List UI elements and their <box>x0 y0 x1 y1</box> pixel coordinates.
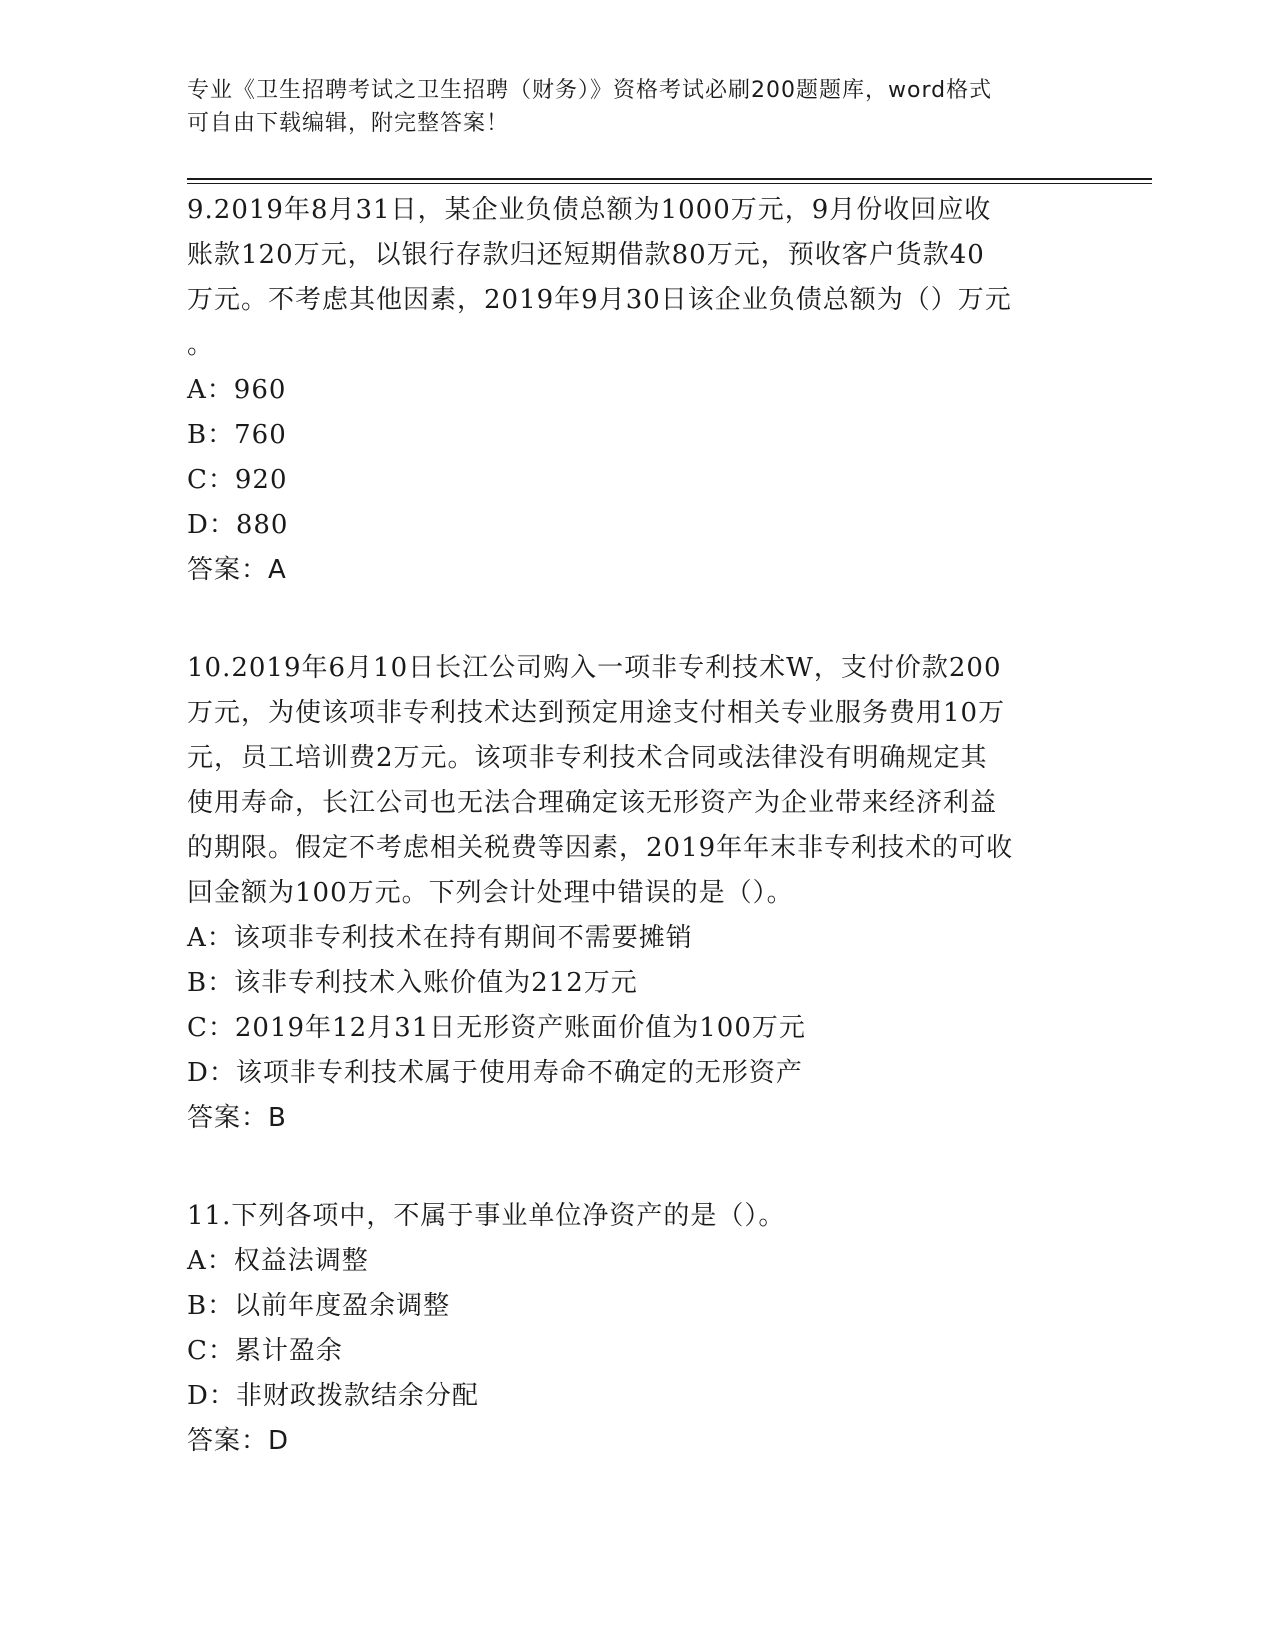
question-stem-line: 使用寿命，长江公司也无法合理确定该无形资产为企业带来经济利益 <box>187 788 998 818</box>
header-line-2: 可自由下载编辑，附完整答案！ <box>187 111 510 136</box>
document-header <box>187 74 1067 140</box>
answer-label: 答案：D <box>187 1426 290 1456</box>
question-10 <box>187 646 1087 1141</box>
question-stem-line: 9.2019年8月31日，某企业负债总额为1000万元，9月份收回应收 <box>187 195 992 225</box>
question-stem-line: 。 <box>187 330 215 360</box>
question-stem-line: 回金额为100万元。下列会计处理中错误的是（）。 <box>187 878 794 908</box>
question-11 <box>187 1194 1087 1464</box>
answer-label: 答案：A <box>187 555 287 585</box>
question-stem-line: 的期限。假定不考虑相关税费等因素，2019年年末非专利技术的可收 <box>187 833 1014 863</box>
question-stem-line: 11.下列各项中，不属于事业单位净资产的是（）。 <box>187 1201 786 1231</box>
header-line-1: 专业《卫生招聘考试之卫生招聘（财务）》资格考试必刷200题题库，word格式 <box>187 78 993 103</box>
option-d: D：该项非专利技术属于使用寿命不确定的无形资产 <box>187 1058 803 1088</box>
question-stem-line: 万元。不考虑其他因素，2019年9月30日该企业负债总额为（）万元 <box>187 285 1012 315</box>
option-b: B：以前年度盈余调整 <box>187 1291 451 1321</box>
option-c: C：累计盈余 <box>187 1336 343 1366</box>
option-d: D：非财政拨款结余分配 <box>187 1381 479 1411</box>
option-b: B：该非专利技术入账价值为212万元 <box>187 968 638 998</box>
option-a: A：该项非专利技术在持有期间不需要摊销 <box>187 923 693 953</box>
answer-label: 答案：B <box>187 1103 287 1133</box>
option-a: A：权益法调整 <box>187 1246 369 1276</box>
question-stem-line: 10.2019年6月10日长江公司购入一项非专利技术W，支付价款200 <box>187 653 1002 683</box>
option-c: C：2019年12月31日无形资产账面价值为100万元 <box>187 1013 806 1043</box>
question-stem-line: 元，员工培训费2万元。该项非专利技术合同或法律没有明确规定其 <box>187 743 988 773</box>
option-d: D：880 <box>187 510 289 540</box>
option-a: A：960 <box>187 375 287 405</box>
header-divider-thick <box>187 178 1152 180</box>
header-divider-thin <box>187 183 1152 184</box>
question-stem-line: 账款120万元，以银行存款归还短期借款80万元，预收客户货款40 <box>187 240 985 270</box>
question-9 <box>187 188 1087 593</box>
option-b: B：760 <box>187 420 287 450</box>
option-c: C：920 <box>187 465 288 495</box>
question-stem-line: 万元，为使该项非专利技术达到预定用途支付相关专业服务费用10万 <box>187 698 1006 728</box>
